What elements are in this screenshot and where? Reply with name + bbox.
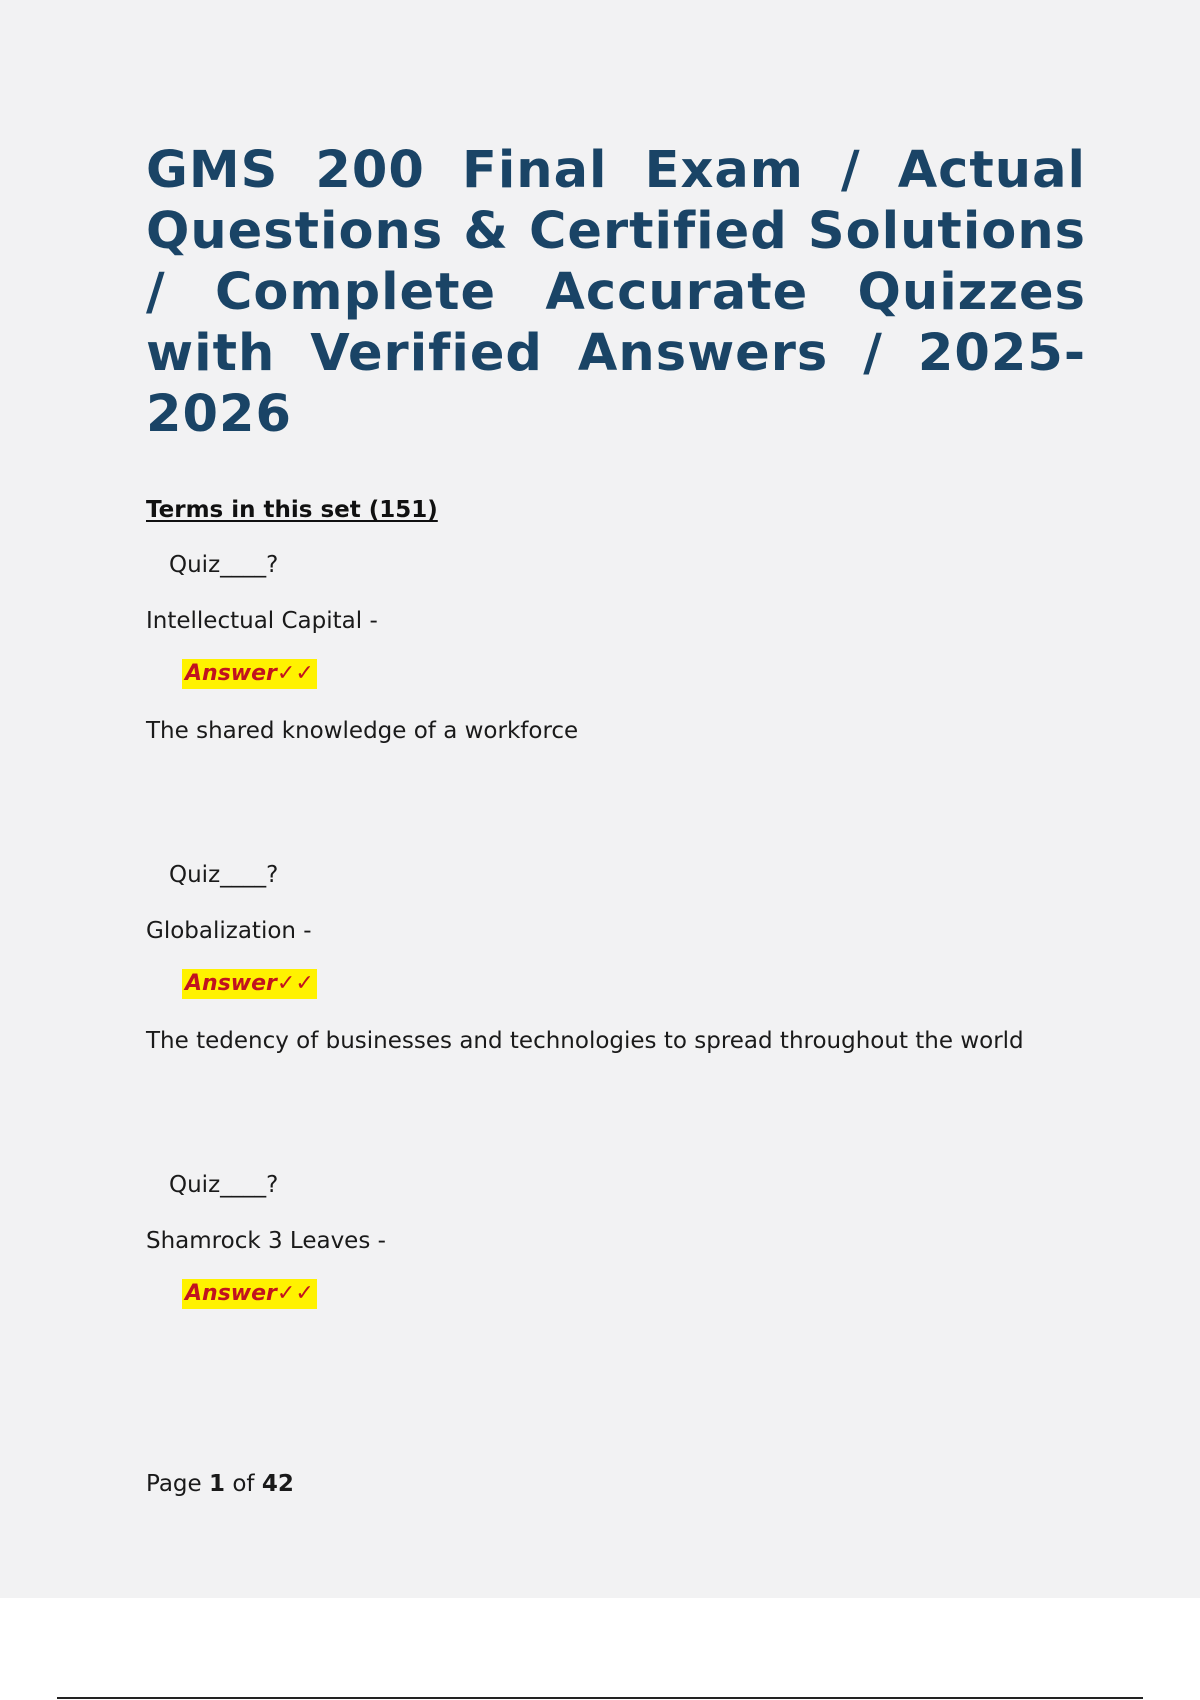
- answer-badge: [182, 659, 317, 689]
- total-pages-number: 42: [261, 1471, 294, 1497]
- answer-badge: [182, 1279, 317, 1309]
- flashcard-1: [146, 549, 1086, 747]
- quiz-label: Quiz____?: [169, 1172, 279, 1198]
- of-word: of: [232, 1471, 255, 1497]
- double-check-icon: ✓✓: [276, 661, 314, 686]
- flashcard-3: [146, 1169, 1086, 1313]
- page-word: Page: [146, 1471, 202, 1497]
- answer-label: Answer: [185, 1281, 277, 1306]
- quiz-label: Quiz____?: [169, 552, 279, 578]
- double-check-icon: ✓✓: [276, 1281, 314, 1306]
- card-spacer: [146, 1057, 1086, 1169]
- page-footer: [146, 1468, 294, 1500]
- document-title: GMS 200 Final Exam / Actual Questions & Certified Solutions / Complete Accurate Quizzes with Verified Answers / 2025-2026: [146, 141, 1086, 444]
- quiz-label: Quiz____?: [169, 862, 279, 888]
- answer-label: Answer: [185, 661, 277, 686]
- definition-text: The tedency of businesses and technologies to spread throughout the world: [146, 1028, 1024, 1054]
- page-content: [146, 140, 1086, 1313]
- answer-label: Answer: [185, 971, 277, 996]
- flashcard-2: [146, 859, 1086, 1057]
- definition-text: The shared knowledge of a workforce: [146, 718, 579, 744]
- term-text: Shamrock 3 Leaves -: [146, 1228, 386, 1254]
- term-text: Intellectual Capital -: [146, 608, 378, 634]
- answer-row: [182, 659, 1086, 693]
- bottom-divider: [57, 1697, 1143, 1699]
- answer-row: [182, 969, 1086, 1003]
- terms-set-heading: Terms in this set (151): [146, 497, 438, 523]
- double-check-icon: ✓✓: [276, 971, 314, 996]
- answer-row: [182, 1279, 1086, 1313]
- current-page-number: 1: [209, 1471, 226, 1497]
- term-text: Globalization -: [146, 918, 312, 944]
- answer-badge: [182, 969, 317, 999]
- card-spacer: [146, 747, 1086, 859]
